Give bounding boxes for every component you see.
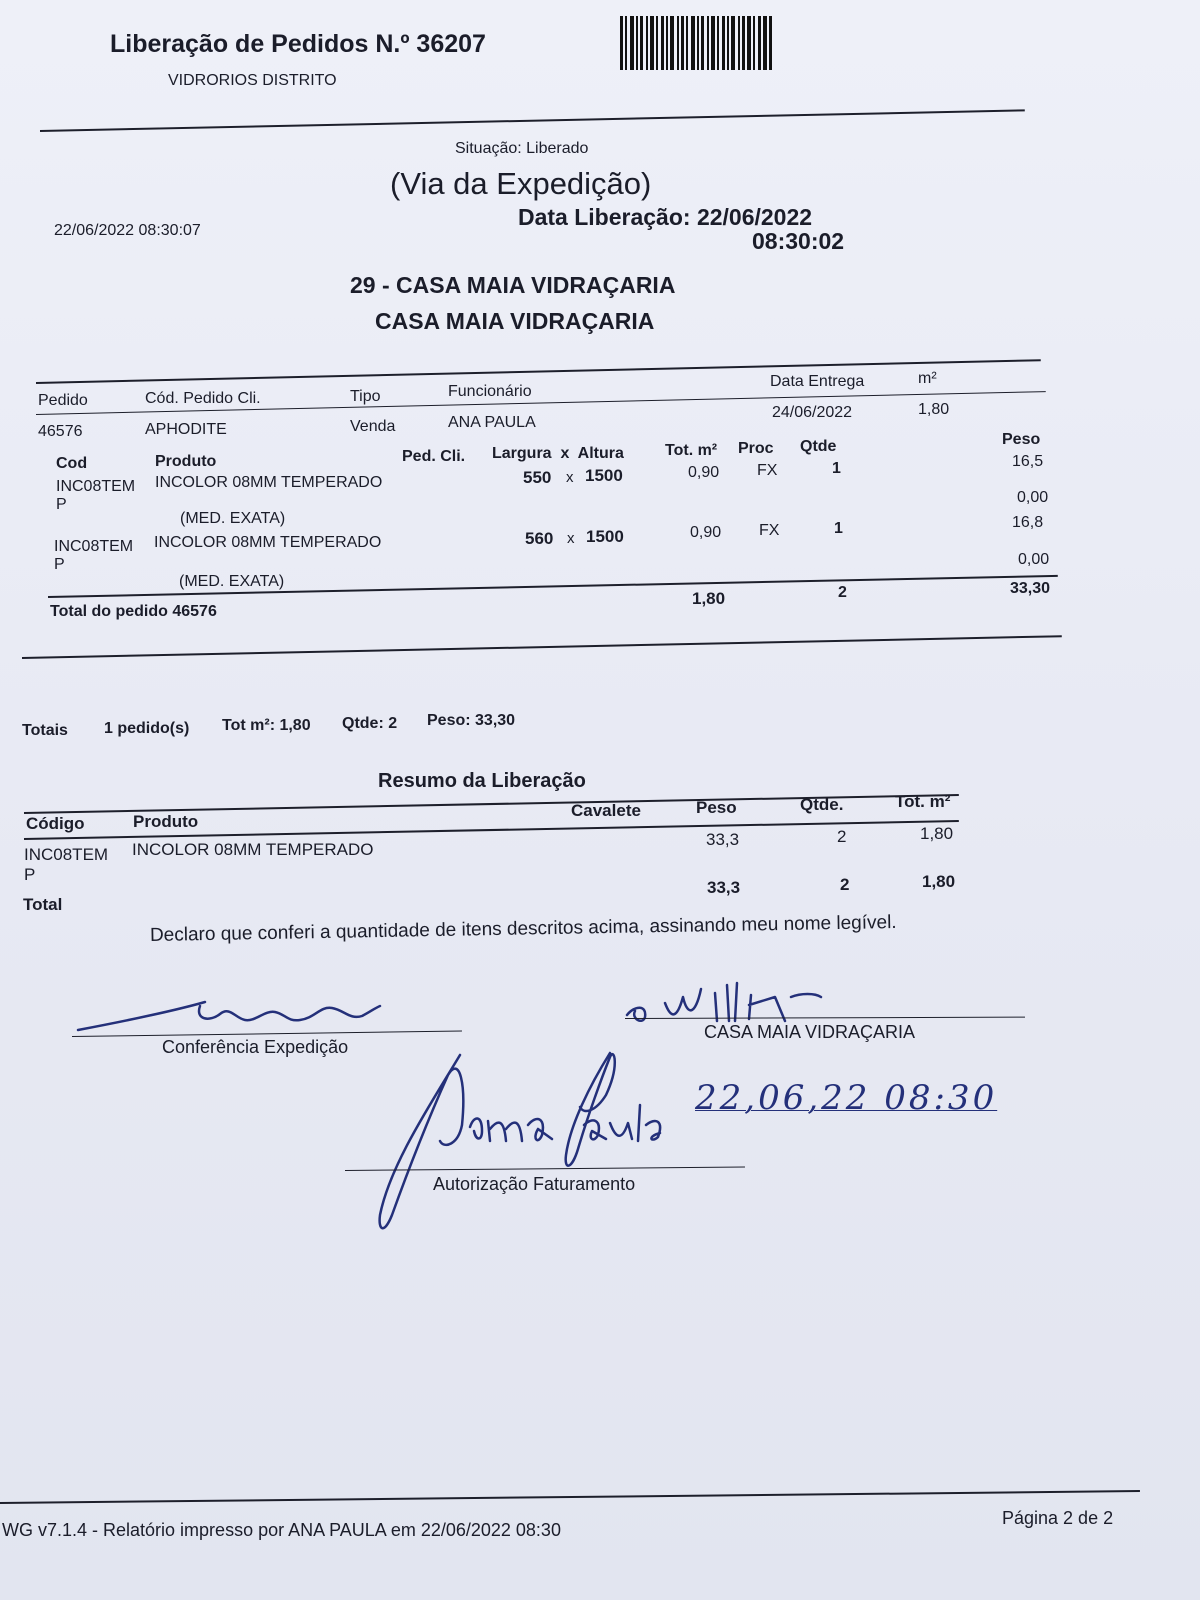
order-total-qtde: 2 [838,584,847,601]
col-pedido: Pedido [38,392,88,409]
document-title: Liberação de Pedidos N.º 36207 [110,30,486,58]
item-cod: INC08TEM [56,478,136,495]
barcode-image [620,16,792,70]
summary-col-qtde: Qtde. [800,795,844,814]
item-largura: 560 [525,529,554,548]
item-qtde: 1 [832,460,841,477]
order-total-m2: 1,80 [692,589,726,608]
summary-total-peso: 33,3 [707,878,741,897]
item-largura: 550 [523,468,552,487]
col-funcionario: Funcionário [448,383,532,400]
item-tot-m2: 0,90 [690,524,722,541]
item-qtde: 1 [834,520,843,537]
items-col-qtde: Qtde [800,438,837,455]
printed-at: 22/06/2022 08:30:07 [54,222,201,239]
order-data-entrega: 24/06/2022 [772,404,853,421]
item-peso: 16,5 [1012,453,1044,470]
summary-codigo-cont: P [24,865,36,884]
order-cod-pedido-cli: APHODITE [145,421,227,438]
order-tipo: Venda [350,418,396,435]
summary-tot-m2: 1,80 [920,824,954,843]
order-m2: 1,80 [918,401,950,418]
summary-produto: INCOLOR 08MM TEMPERADO [132,840,374,859]
items-col-produto: Produto [155,453,217,470]
item-peso-secondary: 0,00 [1017,489,1049,506]
summary-col-produto: Produto [133,812,199,831]
header-divider [40,109,1025,132]
client-name: 29 - CASA MAIA VIDRAÇARIA [350,272,676,298]
footer-rule [0,1490,1140,1504]
item-altura: 1500 [586,527,624,546]
item-cod-cont: P [56,496,67,513]
col-m2: m² [918,370,937,387]
order-pedido: 46576 [38,423,83,440]
order-total-peso: 33,30 [1010,580,1051,597]
totals-label: Totais [22,722,68,739]
client-name-secondary: CASA MAIA VIDRAÇARIA [375,308,655,334]
summary-col-codigo: Código [26,814,85,833]
item-peso-secondary: 0,00 [1018,551,1050,568]
order-funcionario: ANA PAULA [448,414,536,431]
items-col-cod: Cod [56,455,88,472]
item-cod-cont: P [54,556,65,573]
summary-total-qtde: 2 [840,875,850,894]
item-produto: INCOLOR 08MM TEMPERADO [154,534,382,551]
items-col-largura-altura: Largura x Altura [492,445,624,462]
item-x: x [566,469,574,486]
authorization-signature-label: Autorização Faturamento [433,1174,636,1194]
item-proc: FX [759,522,780,539]
items-col-ped-cli: Ped. Cli. [402,448,466,465]
item-obs: (MED. EXATA) [179,573,285,590]
declaration-text: Declaro que conferi a quantidade de itens descritos acima, assinando meu nome legível. [149,911,897,946]
summary-col-tot-m2: Tot. m² [895,792,951,811]
order-total-label: Total do pedido 46576 [50,603,217,620]
release-date: Data Liberação: 22/06/2022 [518,204,813,230]
summary-col-peso: Peso [696,798,737,817]
totals-pedidos: 1 pedido(s) [104,720,190,737]
totals-m2: Tot m²: 1,80 [222,717,311,734]
totals-peso: Peso: 33,30 [427,712,516,729]
col-data-entrega: Data Entrega [770,373,865,390]
col-cod-pedido-cli: Cód. Pedido Cli. [145,390,261,407]
handwritten-date: 22,06,22 08:30 [695,1078,998,1118]
release-time: 08:30:02 [752,228,845,254]
expedition-signature-label: Conferência Expedição [162,1037,349,1057]
totals-qtde: Qtde: 2 [342,715,398,732]
status-text: Situação: Liberado [455,140,589,157]
item-proc: FX [757,462,778,479]
summary-codigo: INC08TEM [24,845,109,864]
client-signature-label: CASA MAIA VIDRAÇARIA [704,1022,916,1042]
item-produto: INCOLOR 08MM TEMPERADO [155,474,383,491]
item-peso: 16,8 [1012,514,1044,531]
summary-col-cavalete: Cavalete [571,801,641,820]
footer-report-info: WG v7.1.4 - Relatório impresso por ANA PAULA em 22/06/2022 08:30 [2,1520,561,1540]
summary-qtde: 2 [837,827,847,846]
authorization-signature [370,1045,690,1245]
summary-title: Resumo da Liberação [378,770,586,792]
summary-total-tot-m2: 1,80 [922,872,956,891]
item-x: x [567,530,575,547]
copy-label: (Via da Expedição) [390,166,652,201]
company-name: VIDRORIOS DISTRITO [168,72,337,89]
item-cod: INC08TEM [54,538,134,555]
item-obs: (MED. EXATA) [180,510,286,527]
order-top-rule [36,359,1041,384]
item-altura: 1500 [585,466,623,485]
col-tipo: Tipo [350,388,381,405]
items-col-proc: Proc [738,440,774,457]
footer-page-number: Página 2 de 2 [1002,1508,1114,1528]
items-col-peso: Peso [1002,431,1041,448]
items-col-tot-m2: Tot. m² [665,442,718,459]
item-tot-m2: 0,90 [688,464,720,481]
summary-peso: 33,3 [706,830,740,849]
summary-total-label: Total [23,895,63,914]
order-section-bottom-rule [22,635,1062,659]
